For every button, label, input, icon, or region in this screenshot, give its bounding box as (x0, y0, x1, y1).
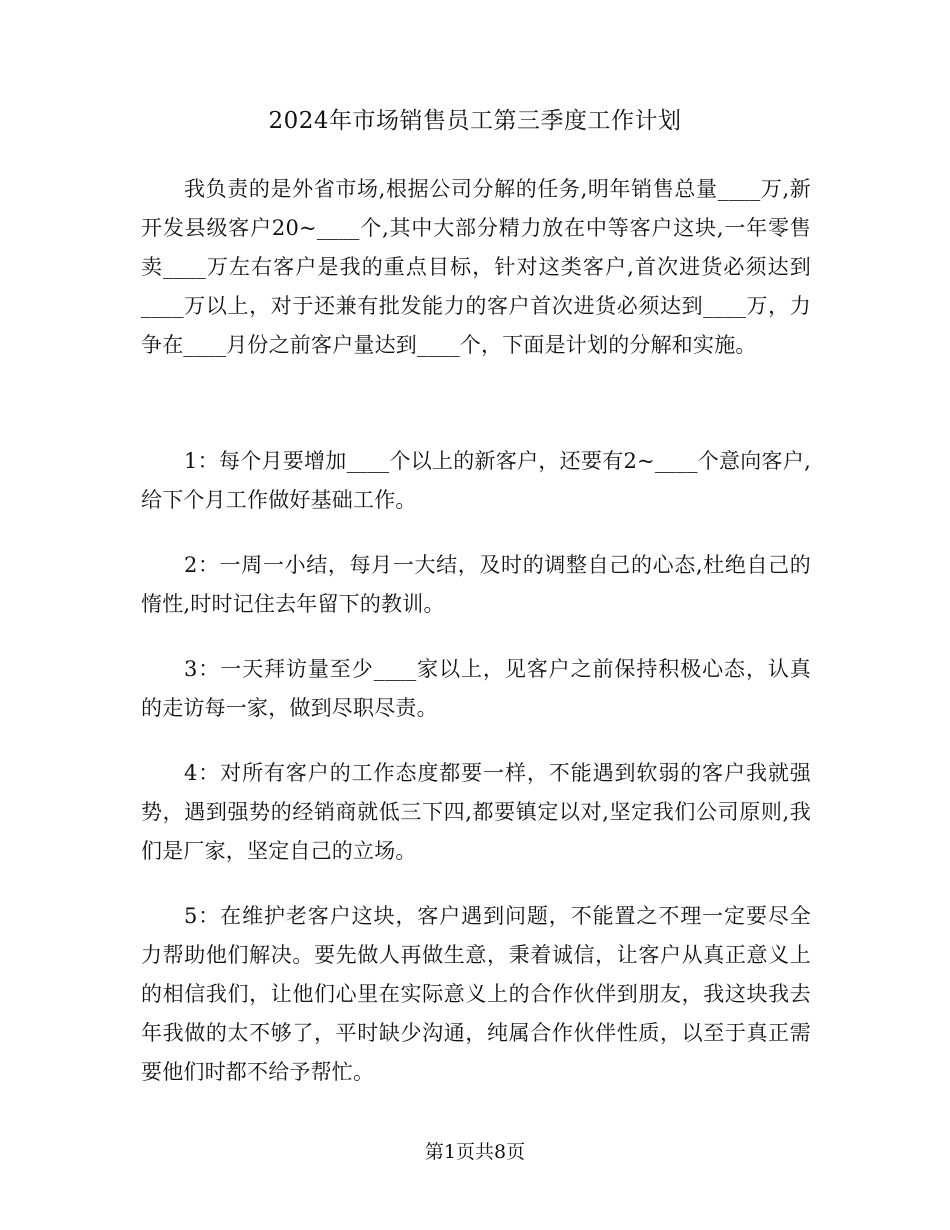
paragraph-item-4: 4：对所有客户的工作态度都要一样，不能遇到软弱的客户我就强势，遇到强势的经销商就低三下四,都要镇定以对,坚定我们公司原则,我们是厂家，坚定自己的立场。 (141, 761, 811, 863)
page-footer: 第1页共8页 (424, 1141, 526, 1163)
paragraph-item-2: 2：一周一小结，每月一大结，及时的调整自己的心态,杜绝自己的惰性,时时记住去年留下的教训。 (141, 553, 811, 616)
page-title: 2024年市场销售员工第三季度工作计划 (268, 108, 682, 134)
paragraph-item-3: 3：一天拜访量至少____家以上，见客户之前保持积极心态，认真的走访每一家，做到尽职尽责。 (141, 657, 811, 720)
paragraph-item-1: 1：每个月要增加____个以上的新客户，还要有2~____个意向客户,给下个月工作做好基础工作。 (141, 449, 811, 512)
paragraph-item-5: 5：在维护老客户这块，客户遇到问题，不能置之不理一定要尽全力帮助他们解决。要先做人再做生意，秉着诚信，让客户从真正意义上的相信我们，让他们心里在实际意义上的合作伙伴到朋友，我这块我去年我做的太不够了，平时缺少沟通，纯属合作伙伴性质，以至于真正需要他们时都不给予帮忙。 (141, 904, 811, 1084)
paragraph-intro: 我负责的是外省市场,根据公司分解的任务,明年销售总量____万,新开发县级客户20~____个,其中大部分精力放在中等客户这块,一年零售卖____万左右客户是我的重点目标，针对这类客户,首次进货必须达到____万以上，对于还兼有批发能力的客户首次进货必须达到____万，力争在____月份之前客户量达到____个，下面是计划的分解和实施。 (141, 177, 811, 357)
